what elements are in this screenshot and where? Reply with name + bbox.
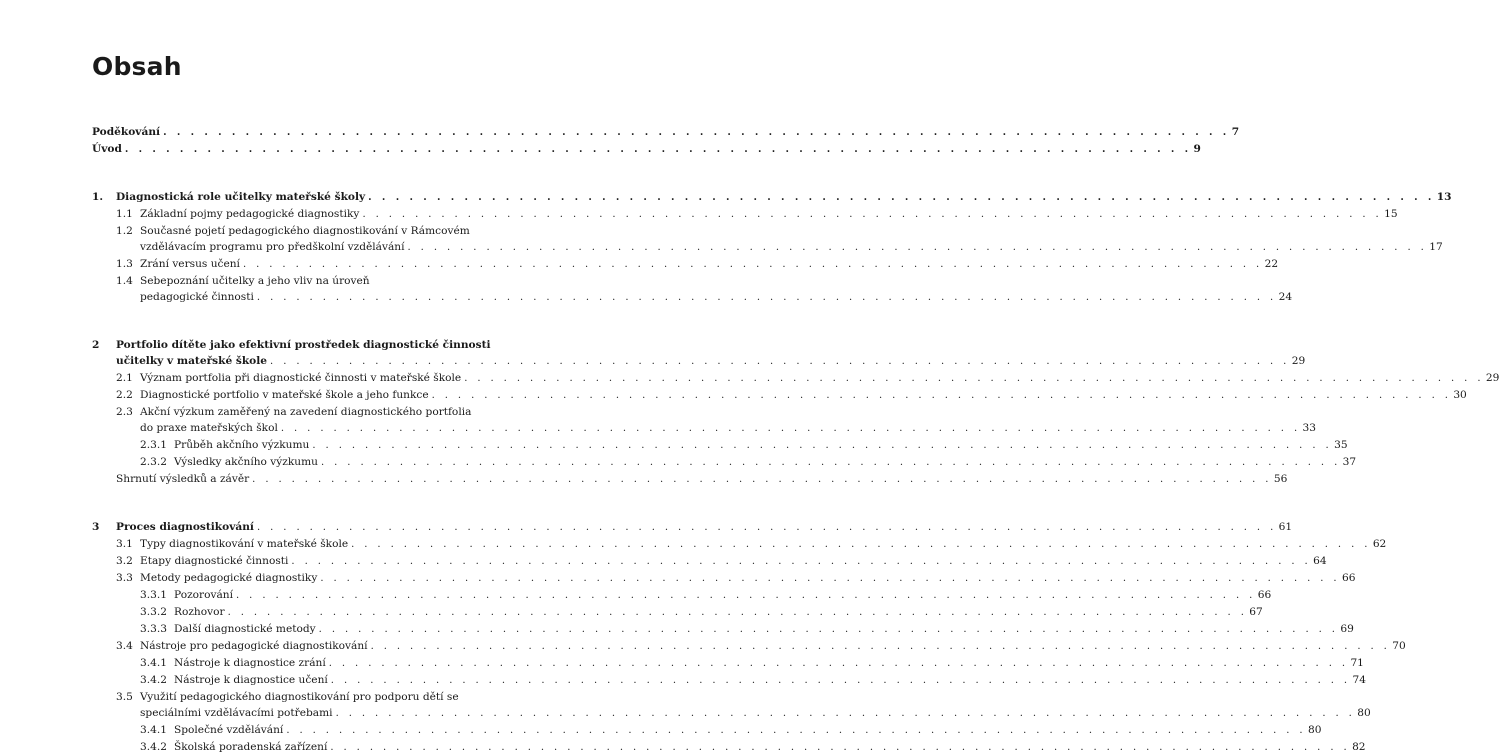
page-number: 15	[1384, 208, 1398, 220]
section-gap	[92, 488, 492, 519]
page-number: 56	[1273, 473, 1288, 485]
subsection-number: 3.4.2	[140, 674, 167, 686]
section-number: 2.1	[116, 372, 133, 384]
section-number: 3.3	[116, 572, 133, 584]
toc-chapter-2[interactable]: 2 Portfolio dítěte jako efektivní prostředek diagnostické činnosti učitelky v mateřské škole . . . . . . . . . . . . . . . . . . . . . . . . . . . . . . . . . . . . . . . . . . . . . . . . . . . . . . . . . . . . . . . . . . . . . . . . . . . . . . 29	[92, 339, 1306, 367]
toc-section-2-1[interactable]: 2.1 Význam portfolia při diagnostické činnosti v mateřské škole . . . . . . . . . . . . . . . . . . . . . . . . . . . . . . . . . . . . . . . . . . . . . . . . . . . . . . . . . . . . . . . . . . . . . . . . . . . . . . 29	[116, 372, 1499, 384]
subsection-number: 3.4.1	[140, 657, 167, 669]
subsection-number: 2.3.1	[140, 439, 167, 451]
toc-entry-uvod[interactable]: Úvod . . . . . . . . . . . . . . . . . . . . . . . . . . . . . . . . . . . . . . . . . . . . . . . . . . . . . . . . . . . . . . . . . . . . . . . . . . . . . . 9	[92, 143, 1201, 155]
page-number: 67	[1249, 606, 1263, 618]
page-number: 17	[1429, 241, 1443, 253]
page-number: 61	[1278, 521, 1293, 533]
toc-subsection-2-3-1[interactable]: 2.3.1 Průběh akčního výzkumu . . . . . . . . . . . . . . . . . . . . . . . . . . . . . . . . . . . . . . . . . . . . . . . . . . . . . . . . . . . . . . . . . . . . . . . . . . . . . . 35	[140, 439, 1348, 451]
page-number: 66	[1257, 589, 1272, 601]
section-gap	[92, 158, 492, 189]
subsection-number: 3.3.3	[140, 623, 167, 635]
toc-summary[interactable]: Shrnutí výsledků a závěr . . . . . . . . . . . . . . . . . . . . . . . . . . . . . . . . . . . . . . . . . . . . . . . . . . . . . . . . . . . . . . . . . . . . . . . . . . . . . . 56	[116, 473, 1288, 485]
page-number: 30	[1453, 389, 1467, 401]
toc-chapter-3[interactable]: 3 Proces diagnostikování . . . . . . . . . . . . . . . . . . . . . . . . . . . . . . . . . . . . . . . . . . . . . . . . . . . . . . . . . . . . . . . . . . . . . . . . . . . . . . 61	[92, 521, 1293, 533]
subsection-number: 3.3.1	[140, 589, 167, 601]
section-number: 3.2	[116, 555, 133, 567]
page-number: 62	[1372, 538, 1387, 550]
toc-section-1-4[interactable]: 1.4 Sebepoznání učitelky a jeho vliv na úroveň pedagogické činnosti . . . . . . . . . . . . . . . . . . . . . . . . . . . . . . . . . . . . . . . . . . . . . . . . . . . . . . . . . . . . . . . . . . . . . . . . . . . . . . 24	[116, 275, 1293, 303]
page-number: 82	[1352, 741, 1366, 753]
page-number: 80	[1308, 724, 1322, 736]
section-number: 1.3	[116, 258, 133, 270]
section-number: 3.1	[116, 538, 133, 550]
page-number: 13	[1436, 191, 1452, 203]
page-number: 29	[1291, 355, 1306, 367]
page-number: 24	[1278, 291, 1293, 303]
toc-subsection-3-3-2[interactable]: 3.3.2 Rozhovor . . . . . . . . . . . . . . . . . . . . . . . . . . . . . . . . . . . . . . . . . . . . . . . . . . . . . . . . . . . . . . . . . . . . . . . . . . . . . . 67	[140, 606, 1263, 618]
toc-section-3-2[interactable]: 3.2 Etapy diagnostické činnosti . . . . . . . . . . . . . . . . . . . . . . . . . . . . . . . . . . . . . . . . . . . . . . . . . . . . . . . . . . . . . . . . . . . . . . . . . . . . . . 64	[116, 555, 1327, 567]
toc-section-2-3[interactable]: 2.3 Akční výzkum zaměřený na zavedení diagnostického portfolia do praxe mateřských škol . . . . . . . . . . . . . . . . . . . . . . . . . . . . . . . . . . . . . . . . . . . . . . . . . . . . . . . . . . . . . . . . . . . . . . . . . . . . . . 33	[116, 406, 1317, 434]
section-number: 1.4	[116, 275, 133, 287]
table-of-contents	[92, 124, 1499, 756]
page-number: 74	[1352, 674, 1366, 686]
page-number: 9	[1193, 143, 1201, 155]
toc-chapter-1[interactable]: 1. Diagnostická role učitelky mateřské školy . . . . . . . . . . . . . . . . . . . . . . . . . . . . . . . . . . . . . . . . . . . . . . . . . . . . . . . . . . . . . . . . . . . . . . . . . . . . . . 13	[92, 191, 1452, 203]
toc-subsection-2-3-2[interactable]: 2.3.2 Výsledky akčního výzkumu . . . . . . . . . . . . . . . . . . . . . . . . . . . . . . . . . . . . . . . . . . . . . . . . . . . . . . . . . . . . . . . . . . . . . . . . . . . . . . 37	[140, 456, 1357, 468]
toc-section-1-1[interactable]: 1.1 Základní pojmy pedagogické diagnostiky . . . . . . . . . . . . . . . . . . . . . . . . . . . . . . . . . . . . . . . . . . . . . . . . . . . . . . . . . . . . . . . . . . . . . . . . . . . . . . 15	[116, 208, 1398, 220]
page-number: 29	[1485, 372, 1499, 384]
section-number: 1.2	[116, 225, 133, 237]
toc-section-3-5[interactable]: 3.5 Využití pedagogického diagnostikování pro podporu dětí se speciálními vzdělávacími potřebami . . . . . . . . . . . . . . . . . . . . . . . . . . . . . . . . . . . . . . . . . . . . . . . . . . . . . . . . . . . . . . . . . . . . . . . . . . . . . . 80	[116, 691, 1371, 719]
subsection-number: 3.4.1	[140, 724, 167, 736]
toc-entry-podekovani[interactable]: Poděkování . . . . . . . . . . . . . . . . . . . . . . . . . . . . . . . . . . . . . . . . . . . . . . . . . . . . . . . . . . . . . . . . . . . . . . . . . . . . . . 7	[92, 126, 1240, 138]
page-number: 7	[1231, 126, 1240, 138]
page-title: Obsah	[92, 52, 182, 81]
toc-section-2-2[interactable]: 2.2 Diagnostické portfolio v mateřské škole a jeho funkce . . . . . . . . . . . . . . . . . . . . . . . . . . . . . . . . . . . . . . . . . . . . . . . . . . . . . . . . . . . . . . . . . . . . . . . . . . . . . . 30	[116, 389, 1467, 401]
chapter-number: 1.	[92, 191, 104, 203]
toc-section-1-3[interactable]: 1.3 Zrání versus učení . . . . . . . . . . . . . . . . . . . . . . . . . . . . . . . . . . . . . . . . . . . . . . . . . . . . . . . . . . . . . . . . . . . . . . . . . . . . . . 22	[116, 258, 1279, 270]
section-gap	[92, 306, 492, 337]
page-number: 22	[1264, 258, 1279, 270]
page-number: 64	[1313, 555, 1327, 567]
toc-subsection-3-4-2[interactable]: 3.4.2 Nástroje k diagnostice učení . . . . . . . . . . . . . . . . . . . . . . . . . . . . . . . . . . . . . . . . . . . . . . . . . . . . . . . . . . . . . . . . . . . . . . . . . . . . . . 74	[140, 674, 1366, 686]
page-number: 37	[1342, 456, 1357, 468]
toc-section-3-4[interactable]: 3.4 Nástroje pro pedagogické diagnostikování . . . . . . . . . . . . . . . . . . . . . . . . . . . . . . . . . . . . . . . . . . . . . . . . . . . . . . . . . . . . . . . . . . . . . . . . . . . . . . 70	[116, 640, 1406, 652]
page-number: 66	[1342, 572, 1356, 584]
toc-section-3-1[interactable]: 3.1 Typy diagnostikování v mateřské škole . . . . . . . . . . . . . . . . . . . . . . . . . . . . . . . . . . . . . . . . . . . . . . . . . . . . . . . . . . . . . . . . . . . . . . . . . . . . . . 62	[116, 538, 1387, 550]
subsection-number: 3.3.2	[140, 606, 167, 618]
section-number: 2.3	[116, 406, 133, 418]
page-number: 69	[1340, 623, 1354, 635]
toc-section-1-2[interactable]: 1.2 Současné pojetí pedagogického diagnostikování v Rámcovém vzdělávacím programu pro předškolní vzdělávání . . . . . . . . . . . . . . . . . . . . . . . . . . . . . . . . . . . . . . . . . . . . . . . . . . . . . . . . . . . . . . . . . . . . . . . . . . . . . . 17	[116, 225, 1443, 253]
page-number: 35	[1334, 439, 1348, 451]
toc-subsection-3-3-1[interactable]: 3.3.1 Pozorování . . . . . . . . . . . . . . . . . . . . . . . . . . . . . . . . . . . . . . . . . . . . . . . . . . . . . . . . . . . . . . . . . . . . . . . . . . . . . . 66	[140, 589, 1272, 601]
toc-subsection-3-4-1[interactable]: 3.4.1 Nástroje k diagnostice zrání . . . . . . . . . . . . . . . . . . . . . . . . . . . . . . . . . . . . . . . . . . . . . . . . . . . . . . . . . . . . . . . . . . . . . . . . . . . . . . 71	[140, 657, 1364, 669]
toc-subsection-3-5-2[interactable]: 3.4.2 Školská poradenská zařízení . . . . . . . . . . . . . . . . . . . . . . . . . . . . . . . . . . . . . . . . . . . . . . . . . . . . . . . . . . . . . . . . . . . . . . . . . . . . . . 82	[140, 741, 1366, 753]
section-number: 1.1	[116, 208, 133, 220]
section-number: 3.5	[116, 691, 133, 703]
page-number: 80	[1357, 707, 1371, 719]
chapter-number: 2	[92, 339, 100, 351]
subsection-number: 3.4.2	[140, 741, 167, 753]
section-number: 3.4	[116, 640, 133, 652]
page-number: 70	[1392, 640, 1406, 652]
page-number: 71	[1350, 657, 1364, 669]
toc-section-3-3[interactable]: 3.3 Metody pedagogické diagnostiky . . . . . . . . . . . . . . . . . . . . . . . . . . . . . . . . . . . . . . . . . . . . . . . . . . . . . . . . . . . . . . . . . . . . . . . . . . . . . . 66	[116, 572, 1356, 584]
subsection-number: 2.3.2	[140, 456, 167, 468]
page-number: 33	[1302, 422, 1317, 434]
toc-subsection-3-5-1[interactable]: 3.4.1 Společné vzdělávání . . . . . . . . . . . . . . . . . . . . . . . . . . . . . . . . . . . . . . . . . . . . . . . . . . . . . . . . . . . . . . . . . . . . . . . . . . . . . . 80	[140, 724, 1322, 736]
section-number: 2.2	[116, 389, 133, 401]
toc-subsection-3-3-3[interactable]: 3.3.3 Další diagnostické metody . . . . . . . . . . . . . . . . . . . . . . . . . . . . . . . . . . . . . . . . . . . . . . . . . . . . . . . . . . . . . . . . . . . . . . . . . . . . . . 69	[140, 623, 1354, 635]
chapter-number: 3	[92, 521, 100, 533]
